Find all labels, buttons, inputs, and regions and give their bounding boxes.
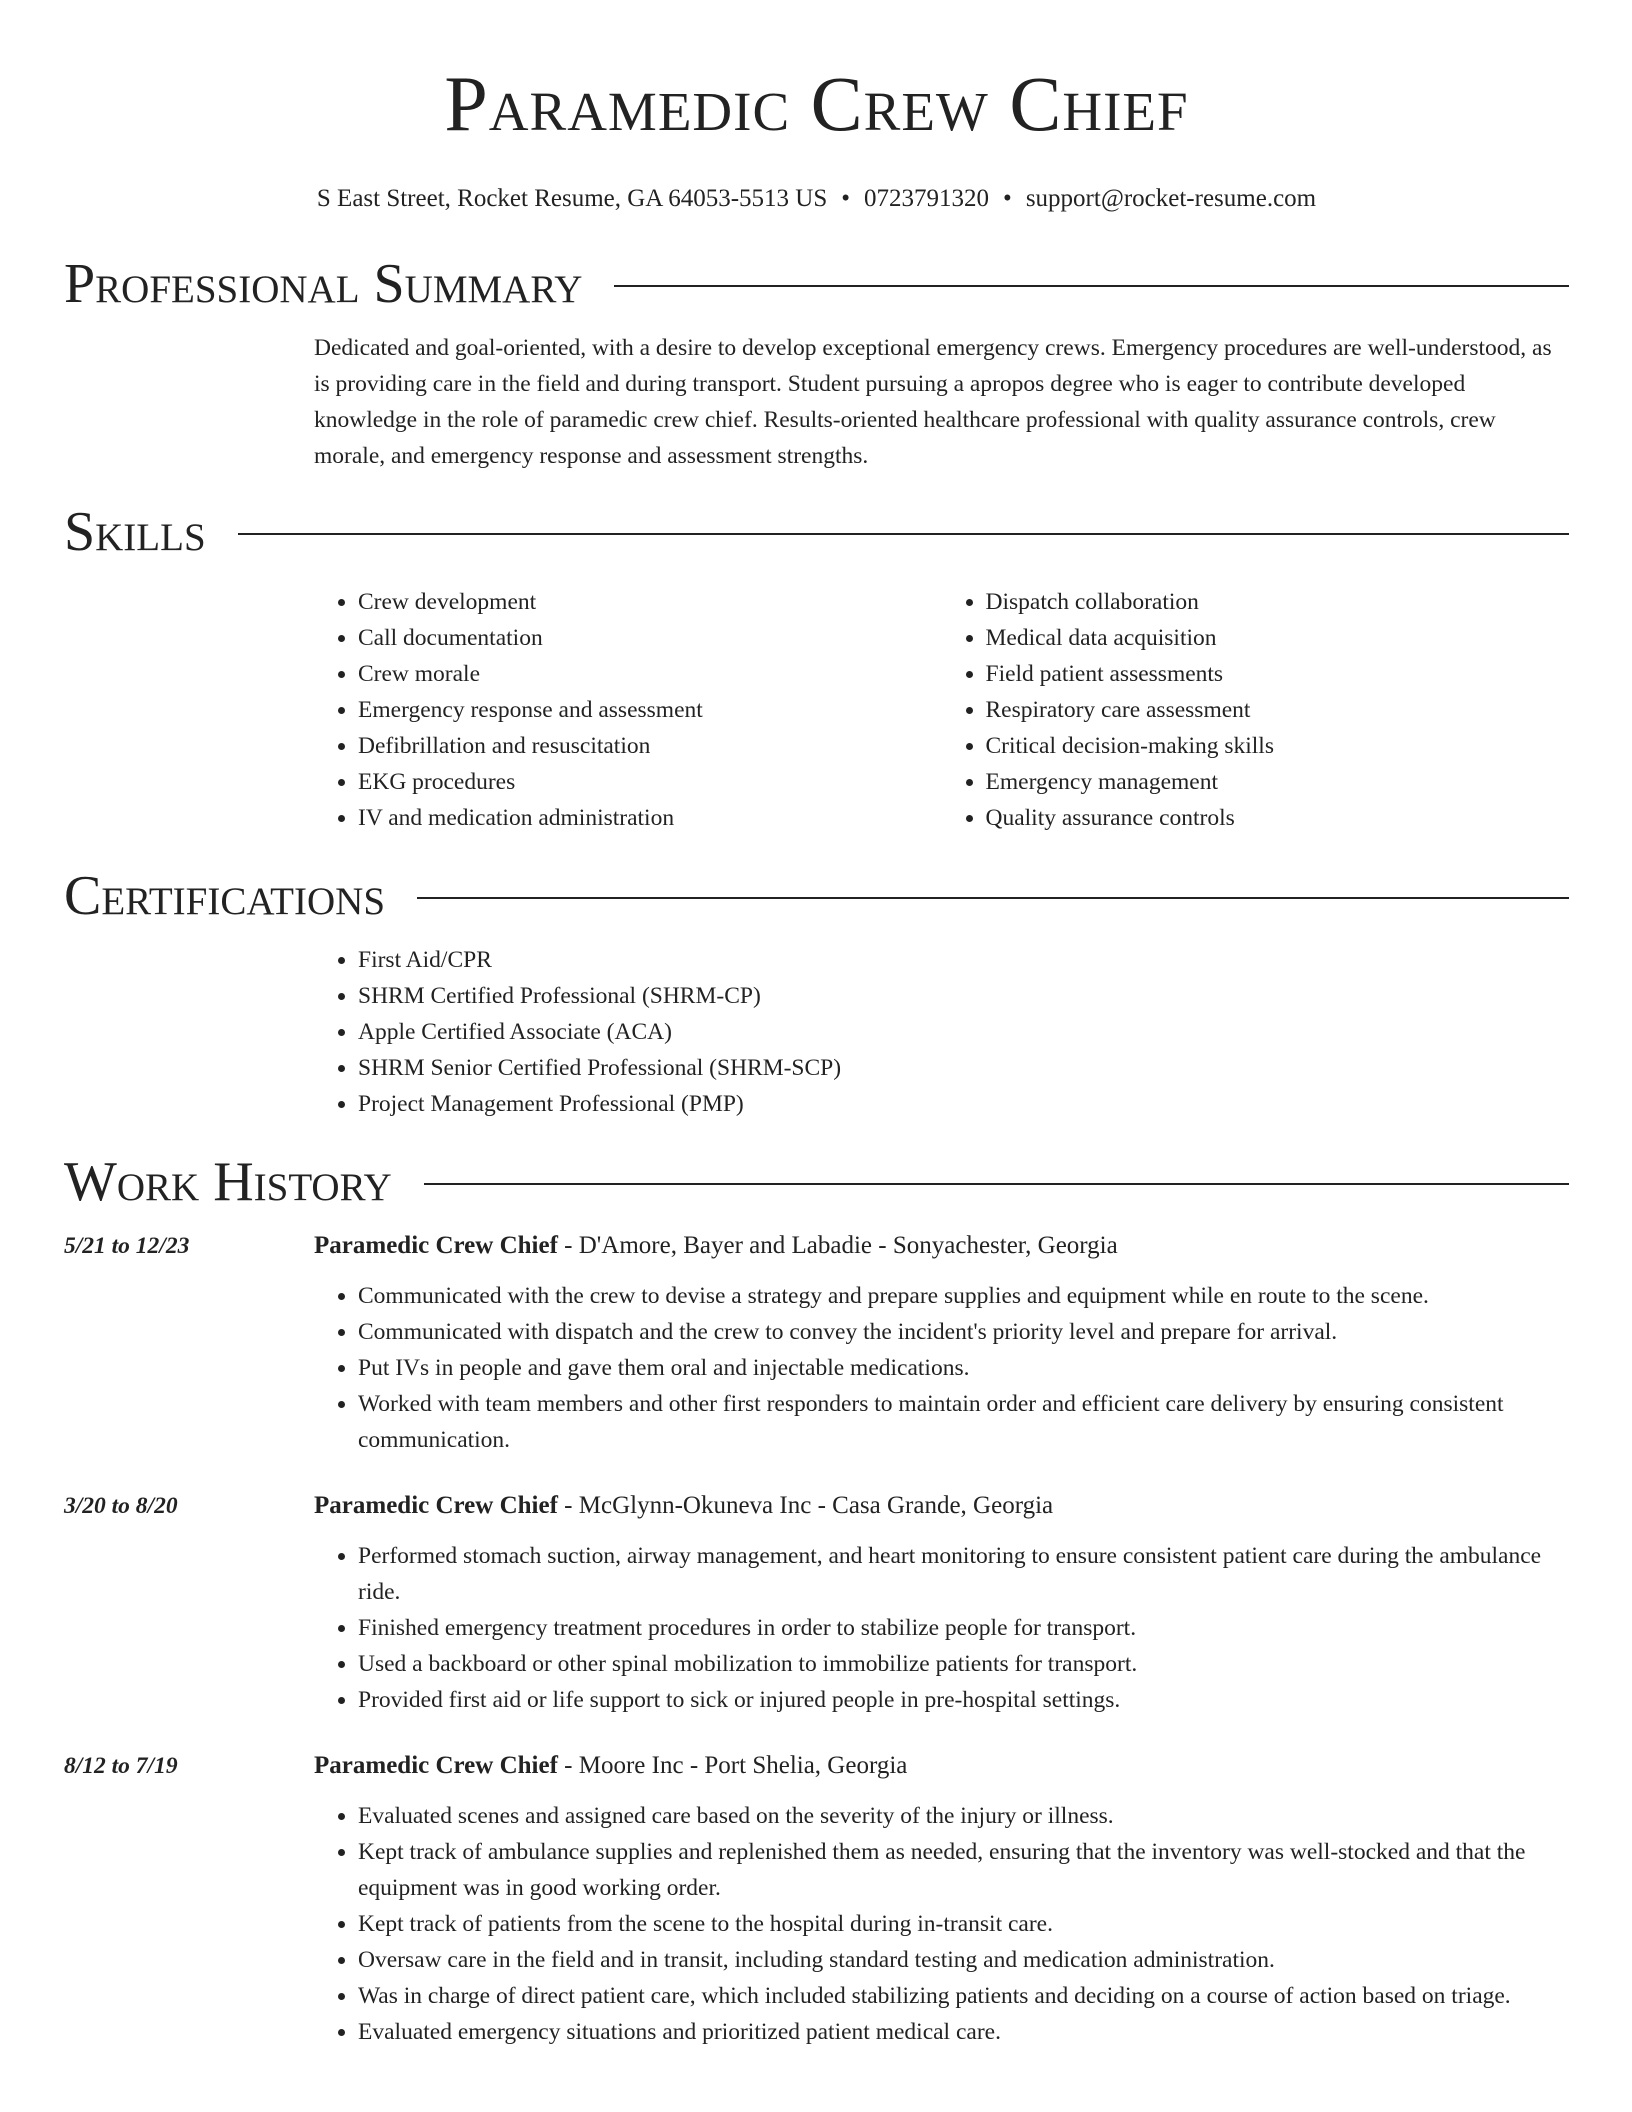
certification-item: • First Aid/CPR xyxy=(358,942,1569,978)
job-company: - McGlynn-Okuneva Inc - Casa Grande, Georgia xyxy=(557,1492,1054,1519)
summary-heading: Professional Summary xyxy=(64,253,583,315)
job-bullet: • Worked with team members and other first responders to maintain order and efficient care delivery by ensuring consistent communication. xyxy=(358,1386,1569,1458)
contact-separator: • xyxy=(1003,185,1012,212)
job-title-line xyxy=(314,1748,1569,1784)
skill-item: • Dispatch collaboration xyxy=(986,584,1570,620)
job-entry xyxy=(64,1488,1569,1718)
skills-heading: Skills xyxy=(64,501,206,563)
job-dates: 5/21 to 12/23 xyxy=(64,1233,190,1259)
skills-left-list xyxy=(314,584,942,836)
skill-item: • Defibrillation and resuscitation xyxy=(358,728,942,764)
job-bullet: • Kept track of ambulance supplies and replenished them as needed, ensuring that the inventory was well-stocked and that the equipment was in good working order. xyxy=(358,1834,1569,1906)
job-title: Paramedic Crew Chief xyxy=(314,1232,558,1259)
skill-item: • Respiratory care assessment xyxy=(986,692,1570,728)
job-bullet: • Communicated with dispatch and the crew to convey the incident's priority level and prepare for arrival. xyxy=(358,1314,1569,1350)
skill-item: • Critical decision-making skills xyxy=(986,728,1570,764)
job-bullet: • Kept track of patients from the scene to the hospital during in-transit care. xyxy=(358,1906,1569,1942)
skills-section-header xyxy=(64,500,1569,564)
certification-item: • Apple Certified Associate (ACA) xyxy=(358,1014,1569,1050)
job-title: Paramedic Crew Chief xyxy=(314,1492,558,1519)
contact-separator: • xyxy=(841,185,851,212)
job-title-line xyxy=(314,1228,1569,1264)
job-bullet: • Used a backboard or other spinal mobilization to immobilize patients for transport. xyxy=(358,1646,1569,1682)
job-bullet: • Put IVs in people and gave them oral and injectable medications. xyxy=(358,1350,1569,1386)
certification-item: • SHRM Senior Certified Professional (SHRM-SCP) xyxy=(358,1050,1569,1086)
job-entry xyxy=(64,1228,1569,1458)
contact-address: S East Street, Rocket Resume, GA 64053-5513 US xyxy=(316,185,828,212)
summary-body xyxy=(314,330,1569,474)
job-bullets xyxy=(314,1538,1569,1718)
summary-section-header xyxy=(64,252,1569,316)
job-title-line xyxy=(314,1488,1569,1524)
section-divider xyxy=(614,285,1569,287)
job-details xyxy=(314,1748,1569,2050)
job-details xyxy=(314,1488,1569,1718)
certifications-list xyxy=(314,942,1569,1122)
job-dates: 8/12 to 7/19 xyxy=(64,1753,178,1779)
job-dates: 3/20 to 8/20 xyxy=(64,1493,178,1519)
skill-item: • Call documentation xyxy=(358,620,942,656)
skill-item: • Medical data acquisition xyxy=(986,620,1570,656)
resume-name: Paramedic Crew Chief xyxy=(444,60,1189,147)
skills-body xyxy=(314,584,1569,836)
certifications-heading: Certifications xyxy=(64,865,386,927)
job-bullet: • Evaluated scenes and assigned care based on the severity of the injury or illness. xyxy=(358,1798,1569,1834)
job-bullet: • Was in charge of direct patient care, which included stabilizing patients and deciding on a course of action based on triage. xyxy=(358,1978,1569,2014)
skill-item: • Crew morale xyxy=(358,656,942,692)
job-details xyxy=(314,1228,1569,1458)
work-heading: Work History xyxy=(64,1151,392,1213)
job-company: - D'Amore, Bayer and Labadie - Sonyachester, Georgia xyxy=(557,1232,1118,1259)
job-entry xyxy=(64,1748,1569,2050)
job-bullet: • Evaluated emergency situations and prioritized patient medical care. xyxy=(358,2014,1569,2050)
contact-email: support@rocket-resume.com xyxy=(1025,185,1317,212)
skill-item: • Emergency management xyxy=(986,764,1570,800)
work-section-header xyxy=(64,1150,1569,1214)
job-bullets xyxy=(314,1798,1569,2050)
skill-item: • Quality assurance controls xyxy=(986,800,1570,836)
resume-page xyxy=(64,0,1569,2050)
skill-item: • Crew development xyxy=(358,584,942,620)
section-divider xyxy=(238,533,1569,535)
job-title: Paramedic Crew Chief xyxy=(314,1752,558,1779)
job-bullet: • Performed stomach suction, airway management, and heart monitoring to ensure consistent patient care during the ambulance ride. xyxy=(358,1538,1569,1610)
skill-item: • Field patient assessments xyxy=(986,656,1570,692)
skills-right-list xyxy=(942,584,1570,836)
certifications-body xyxy=(314,942,1569,1122)
section-divider xyxy=(417,897,1569,899)
skill-item: • IV and medication administration xyxy=(358,800,942,836)
contact-line xyxy=(64,184,1569,214)
section-divider xyxy=(424,1183,1569,1185)
skills-columns xyxy=(314,584,1569,836)
summary-text: Dedicated and goal-oriented, with a desire to develop exceptional emergency crews. Emergency procedures are well-understood, as is providing care in the field and during transport. Student pursuing a apropos degree who is eager to contribute developed knowledge in the role of paramedic crew chief. Results-oriented healthcare professional with quality assurance controls, crew morale, and emergency response and assessment strengths. xyxy=(314,335,1552,469)
job-bullets xyxy=(314,1278,1569,1458)
skill-item: • Emergency response and assessment xyxy=(358,692,942,728)
certifications-section-header xyxy=(64,864,1569,928)
job-bullet: • Provided first aid or life support to sick or injured people in pre-hospital settings. xyxy=(358,1682,1569,1718)
certification-item: • SHRM Certified Professional (SHRM-CP) xyxy=(358,978,1569,1014)
contact-phone: 0723791320 xyxy=(864,185,990,212)
job-bullet: • Finished emergency treatment procedures in order to stabilize people for transport. xyxy=(358,1610,1569,1646)
job-company: - Moore Inc - Port Shelia, Georgia xyxy=(557,1752,908,1779)
skill-item: • EKG procedures xyxy=(358,764,942,800)
job-bullet: • Oversaw care in the field and in transit, including standard testing and medication administration. xyxy=(358,1942,1569,1978)
certification-item: • Project Management Professional (PMP) xyxy=(358,1086,1569,1122)
job-bullet: • Communicated with the crew to devise a strategy and prepare supplies and equipment while en route to the scene. xyxy=(358,1278,1569,1314)
